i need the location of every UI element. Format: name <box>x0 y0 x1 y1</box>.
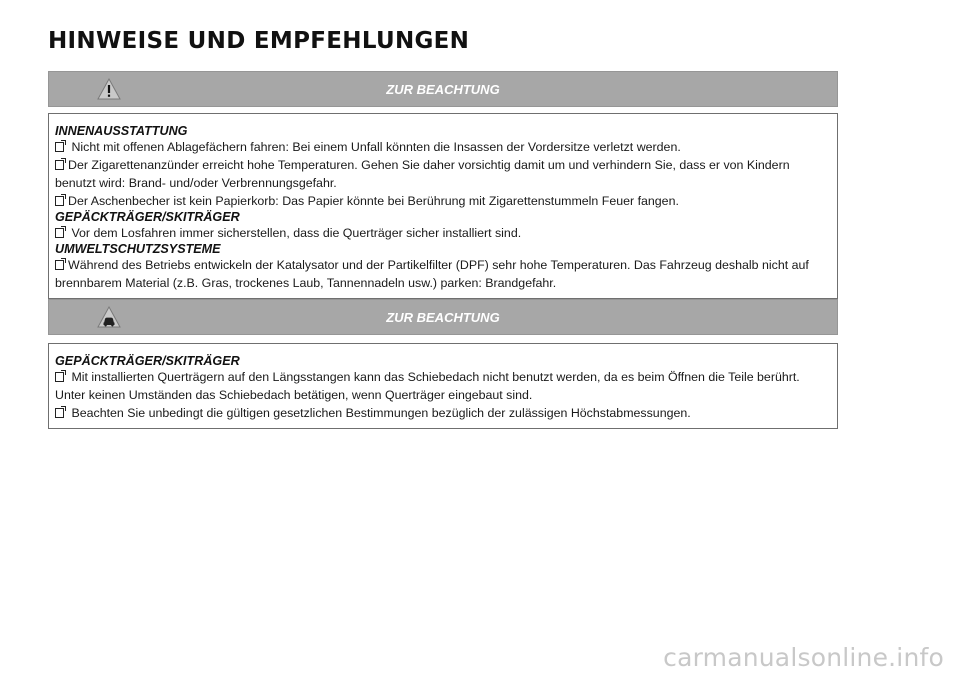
section-heading: GEPÄCKTRÄGER/SKITRÄGER <box>55 210 240 224</box>
section-heading: GEPÄCKTRÄGER/SKITRÄGER <box>55 354 240 368</box>
watermark: carmanualsonline.info <box>663 643 944 672</box>
note-header-title: ZUR BEACHTUNG <box>386 310 500 325</box>
list-item: Vor dem Losfahren immer sicherstellen, dass die Querträger sicher installiert sind. <box>55 224 831 242</box>
bullet-icon <box>55 160 64 170</box>
list-item: Nicht mit offenen Ablagefächern fahren: Bei einem Unfall könnten die Insassen der Vordersitze verletzt werden. <box>55 138 831 156</box>
list-item: Mit installierten Querträgern auf den Längsstangen kann das Schiebedach nicht benutzt werden, da es beim Öffnen die Teile berührt. Unter keinen Umständen das Schiebedach betätigen, wenn Querträger eingebaut sind. <box>55 370 800 402</box>
list-item: Während des Betriebs entwickeln der Katalysator und der Partikelfilter (DPF) sehr hohe Temperaturen. Das Fahrzeug deshalb nicht auf brennbarem Material (z.B. Gras, trockenes Laub, Tannennadeln usw.) parken: Brandgefahr. <box>55 258 809 290</box>
page-title: HINWEISE UND EMPFEHLUNGEN <box>48 28 470 54</box>
section-heading: UMWELTSCHUTZSYSTEME <box>55 242 221 256</box>
note-header-title: ZUR BEACHTUNG <box>386 82 500 97</box>
note-box-interior <box>48 113 838 299</box>
note-box-roof-rack <box>48 343 838 429</box>
note-header-car-warning <box>48 299 838 335</box>
list-item: Beachten Sie unbedingt die gültigen gesetzlichen Bestimmungen bezüglich der zulässigen Höchstabmessungen. <box>55 404 831 422</box>
bullet-icon <box>55 372 64 382</box>
note-header-warning <box>48 71 838 107</box>
list-item: Der Zigarettenanzünder erreicht hohe Temperaturen. Gehen Sie daher vorsichtig damit um und verhindern Sie, dass er von Kindern benutzt wird: Brand- und/oder Verbrennungsgefahr. <box>55 158 790 190</box>
bullet-icon <box>55 142 64 152</box>
bullet-icon <box>55 260 64 270</box>
bullet-icon <box>55 228 64 238</box>
section-heading: INNENAUSSTATTUNG <box>55 124 188 138</box>
list-item: Der Aschenbecher ist kein Papierkorb: Das Papier könnte bei Berührung mit Zigarettenstummeln Feuer fangen. <box>55 192 831 210</box>
bullet-icon <box>55 196 64 206</box>
bullet-icon <box>55 408 64 418</box>
